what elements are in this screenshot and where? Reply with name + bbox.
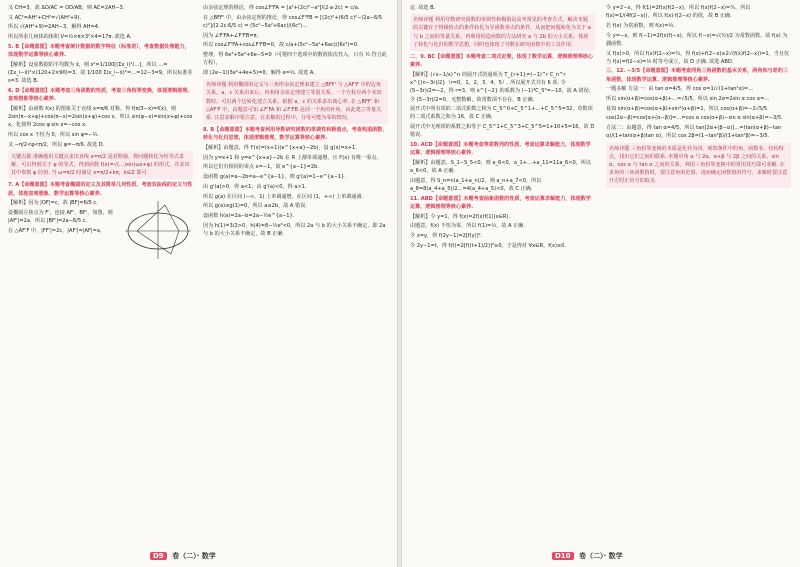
text-line: 设函数 h(a)=2a−b=2a−½e^{a−1}. bbox=[203, 212, 295, 219]
text-line: 所以 cos∠F'FA+cos∠F'FB=0，故 c/a+(5c²−5a²+6ac)/(6c²)=0. bbox=[203, 42, 359, 49]
question-10-heading: 10. ACD【命题意图】本题考查等差数列的性质，考查运算求解能力，体现数学运算、逻辑推理等核心素养. bbox=[410, 142, 591, 157]
text-line: 因为 h(1)=3/2>0，h(4)=8−½e³<0，所以 2a 与 b 的大小关系不确定，即 2a 与 b 的大小关系不确定，故 B 正确. bbox=[203, 222, 386, 237]
text-line: 由 g'(a)>0，得 a<1；由 g'(a)<0，得 a>1. bbox=[203, 183, 307, 190]
teacher-comment-text: 名师评题 三角恒等变换的本质是化异为同，观察条件中的角、函数名、结构特点，找出它们之间的联系. 本题中角 α 与 2α、α+β 与 2β 之间的关系，sin α、cos α 与 tan α 之间的关系，利用三角恒等变换中的常用技巧即可求解. 在求角的三角函数值时，要注意角的范围，进而确定函数值的符号，求解时要注意开方时正负号的取舍. bbox=[609, 145, 788, 185]
text-line: 所以 g(a)≤g(1)=0，所以 a≤2b，故 A 错误. bbox=[203, 203, 307, 210]
right-column-1 bbox=[410, 4, 595, 251]
text-line: 又 CH=3，故 ΔO/AC = OD/AB，则 AC=2AH−3. bbox=[8, 5, 125, 11]
text-line: 又 AC²=AH²+CH²=√(AH²+9)， bbox=[8, 14, 85, 21]
text-line: 在 △BFF' 中，由余弦定理的推论，得 cos∠F'FB = [(2c)²+(6/5 c)²−(2a−6/5 c)²]/(2·2c·6/5 c) = (5c²−5a²+6ac)/(6c²)… bbox=[203, 14, 383, 29]
text-line: 因为 y=x+1 和 y=e^{x+a}−2b 在 R 上都单调递增，且 f'(x) 有唯一零点， bbox=[203, 154, 382, 161]
question-9-heading: 二、9. BC【命题意图】本题考查二项式定理，体现了数学运算、逻辑推理等核心素养. bbox=[410, 54, 593, 69]
text-line: 因为 ∠F'FA+∠F'FB=π， bbox=[203, 32, 262, 39]
text-line: 设椭圆左焦点为 F'，连接 AF'，BF'，如图，则 |AF'|=2a，所以 |BF'|=2a−6/5 c. bbox=[8, 209, 113, 225]
left-column-1 bbox=[8, 4, 193, 263]
text-line: 【解析】由题意，S_1−S_5<0，则 a_6<0，a_1+…+a_11=11a_6<0，所以 a_6<0，故 A 正确. bbox=[410, 159, 592, 175]
text-line: 方法二：由题意，得 tan α=4/5，所以 tan[2α+(β−α)]…=(tan(α+β)−tan α)/(1+tan(α+β)tan α)，所以 cos 2β=(1−tan²β)/(1+tan²β)=−3/5. bbox=[606, 125, 782, 140]
page-d9 bbox=[0, 0, 398, 567]
text-line: 易知 sin(α+β)=cos(α+β)+sin²(α+β)=1，所以 cos(α+β)=−2√5/5. bbox=[606, 105, 769, 112]
ellipse-figure bbox=[123, 199, 193, 261]
text-line: 【解析】设原数据的平均数为 x̄，则 s²=1/100[(Σx_i)²/…]，所以 …=(Σx_i−x̄)²×(120+2×90)=3，故 1/100 Σ(x_i−x̄)²=…=12−3=9，所以标准差 s=3. 故选 B. bbox=[8, 61, 193, 85]
key-point-text: 关键点拨 准确地用关键点求出直线 x=π/2 是对称轴，将问题转化为恒等式求解，可以得到关于 φ 的等式，得到函数 f(x)=√(…)sin(ωx+φ) 的形式，并求出其中参数 φ 的值. 当 ω=π/2 时满足 x=π/2+kπ，k∈Z 即可. bbox=[11, 153, 190, 177]
teacher-comment-box bbox=[606, 143, 791, 188]
page-footer-left bbox=[150, 551, 216, 561]
text-line: 由余弦定理的推论，得 cos∠F'FA = [a²+(2c)²−a²]/(2·a·2c) = c/a. bbox=[203, 5, 360, 11]
text-line: 即 (2e−1)(3e²+4e+5)=0，解得 e=½. 故选 A. bbox=[203, 69, 315, 76]
text-line: 定. 故选 B. bbox=[410, 5, 436, 11]
text-line: 【解析】由函数 f(x) 的图象关于直线 x=π/6 对称，得 f(π/3−x)=f(x)，则 2sin(π−x+φ)+cos(π−x)=2sin(x+φ)+cos x，所以 sin(φ−x)=sin(x+φ)+cos x，化简得 2cos φ sin x=−cos x. bbox=[8, 105, 193, 129]
key-point-box bbox=[8, 151, 193, 180]
page-d10 bbox=[401, 0, 800, 567]
text-line: 所以 g(a) 在区间 (−∞，1) 上单调递增，在区间 (1，+∞) 上单调递减. bbox=[203, 193, 364, 200]
teacher-comment-box bbox=[410, 14, 595, 51]
text-line: 一题多解 方法一：由 tan α=4/5，得 cos α=1/√(1+tan²α)=… bbox=[606, 86, 754, 93]
question-5-heading: 5. B【命题意图】本题考查统计数据的数字特征（标准差），考查数据处理能力，体现数学运算等核心素养. bbox=[8, 43, 190, 59]
page-footer-label: 卷（二）· 数学 bbox=[579, 552, 623, 560]
question-6-heading: 6. D【命题意图】本题考查三角函数的性质，考查三角恒等变换，体现逻辑推理、直观想象等核心素养. bbox=[8, 87, 193, 103]
teacher-comment-box bbox=[203, 79, 388, 124]
text-line: 由题意，得 S_n=n(a_1+a_n)/2，则 a_n+a_7<0，所以 a_8=8(a_4+a_5)/2…=4(a_4+a_5)<0，故 C 正确. bbox=[410, 177, 542, 193]
text-line: 展开式中无理项的系数之和等于 C_5^1+C_5^3+C_5^5=1+10+5=16，故 D 错误. bbox=[410, 124, 595, 139]
text-line: 所以所求几何体的体积 V=½×π×3²×4=17π. 故选 A. bbox=[8, 34, 132, 41]
text-line: cos(2α−β)=cos[α+(α−β)]=…=cos α cos(α+β)−sin α sin(α+β)=−3/5. bbox=[606, 115, 783, 122]
page-number: D10 bbox=[552, 552, 574, 560]
text-line: 若 f(x) 为常函数，则 f(x)=½. bbox=[606, 22, 675, 29]
text-line: 展开式中所有项的二项式系数之和为 C_5^0+C_5^1+…+C_5^5=32，奇数项的二项式系数之和为 16，故 C 正确. bbox=[410, 106, 593, 121]
text-line: 所以 sin(α+β)=cos(α+β)+…=√5/5，所以 sin 2α=2sin α cos α=… bbox=[606, 96, 770, 103]
left-column-2 bbox=[203, 4, 388, 240]
question-7-heading: 7. A【命题意图】本题考查椭圆的定义及其简单几何性质，考查双曲线的定义与性质，体现直观想象、数学运算等核心素养. bbox=[8, 182, 193, 197]
teacher-comment-text: 名师评题 利用椭圆的定义与三角形余弦定理来建立 △BFF' 与 △AF'F 中的边角关系，a，c 关系出来后，再利用余弦定理建立等量关系，一个方程有两个未知数时，可以两个边转化建立关系，根据 a，c 的关系求出离心率. 在 △BFF' 和 △AF'F 中，由题意可知 ∠F'FA 和 ∠F'FB 是同一个角的补角，由此建立等量关系. 注意求解中要注意，在求解的过程中，分母可能为零的情况. bbox=[206, 82, 382, 121]
text-line: 令 x=y，得 f(2y−1)=2[f(y)]². bbox=[410, 233, 483, 240]
page-footer-label: 卷（二）· 数学 bbox=[172, 552, 216, 560]
page-number: D9 bbox=[150, 552, 167, 560]
text-line: 整理，得 6e³+5e²+6e−5=0（可将四个选项中的数值依次代入，只有 ½ 符合此方程）， bbox=[203, 52, 387, 67]
question-12-heading: 三、12. −3/5【命题意图】本题考查同角三角函数的基本关系，两角和与差的三角函数，体现数学运算、逻辑推理等核心素养. bbox=[606, 68, 788, 83]
text-line: 所以它们有相同的零点 x=−1，故 e^{a−1}=2b. bbox=[203, 164, 320, 171]
text-line: 令 y=−x，则 f(−1)=2f(x)f(−x)，所以 f(−x)=√(½)/2 为常数函数，故 f(x) 为偶函数. bbox=[606, 32, 788, 47]
text-line: 【解析】由题意，得 f'(x)=(x+1)(e^{x+a}−2b)，设 g(x)=x+1. bbox=[203, 145, 357, 152]
text-line: 在 △AF'F 中，|FF'|=2c，|AF'|=|AF|=a， bbox=[8, 227, 106, 234]
text-line: 【解析】因为 |OF|=c，故 |BF|=6/5 c. bbox=[8, 200, 98, 207]
text-line: 令 2y−1=t，得 f(t)=2[f((t+1)/2)]²≥0，于是得对 ∀x∈R，f(x)≥0. bbox=[410, 242, 567, 249]
text-line: 令 y=2−x，得 f(1)=2f(x)f(2−x)，所以 f(x)f(2−x)=¼，所以 f(x)=1/(4f(2−x))，所以 f(x)·f(2−x) 的值，故 B 正确. bbox=[606, 5, 751, 20]
text-line: 由题意，f(x) 不恒为零，所以 f(1)=½，故 A 正确. bbox=[410, 223, 525, 230]
text-line: 所以 √(AH²+9)=2AH−3，解得 AH=4. bbox=[8, 24, 100, 31]
text-line: 【解析】(√x−1/x)^n 的展开式的通项为 T_{r+1}=(−1)^r C_n^r x^{(n−3r)/2}（r=0，1，2，3，4，5）. 所以展开式共有 6 项. 令 (5−3r)/2=−2，得 r=3，则 x^{−2} 的系数为 (−1)³C_5³=−10，故 A 错误；令 (5−3r)/2=0，无整数解，故常数项不存在，B 正确. bbox=[410, 71, 594, 103]
text-line: 所以 cos x 不恒为 0，所以 sin φ=−½. bbox=[8, 131, 100, 138]
text-line: 【解析】令 y=1，得 f(x)=2f(x)f(1)(x∈R). bbox=[410, 213, 511, 220]
text-line: 又 −π/2<φ<π/2，所以 φ=−π/6. 故选 D. bbox=[8, 141, 105, 148]
text-line: 设函数 g(a)=a−2b=a−e^{a−1}，则 g'(a)=1−e^{a−1}. bbox=[203, 174, 346, 181]
question-11-heading: 11. ABD【命题意图】本题考查抽象函数的性质，考查运算求解能力，体现数学运算、逻辑推理等核心素养. bbox=[410, 195, 591, 210]
text-line: 又 f(x)>0，所以 f(x)f(2−x)=¼，得 f(x)+f(2−x)≥2√(f(x)f(2−x))=1，当且仅当 f(x)=f(2−x)=½ 时等号成立，故 D 正确. 故选 ABD. bbox=[606, 50, 790, 65]
question-8-heading: 8. B【命题意图】本题考查利用导数研究函数的单调性和极值点，考查构造函数、转化与化归思想，体现逻辑推理、数学运算等核心素养. bbox=[203, 127, 388, 142]
teacher-comment-text: 名师评题 利用导数研究函数的单调性和极值是高考常见的考查方式，解决本题的关键在于将极值点的条件转化为导函数零点的条件，从而把问题转化为关于 a 与 b 之间的等量关系，再利用构造函数的方法研究 a 与 2b 的大小关系，体现了转化与化归的数学思想，同时也体现了导数在研究函数中的工具作用. bbox=[413, 17, 591, 48]
right-column-2 bbox=[606, 4, 791, 190]
page-footer-right bbox=[552, 551, 623, 561]
